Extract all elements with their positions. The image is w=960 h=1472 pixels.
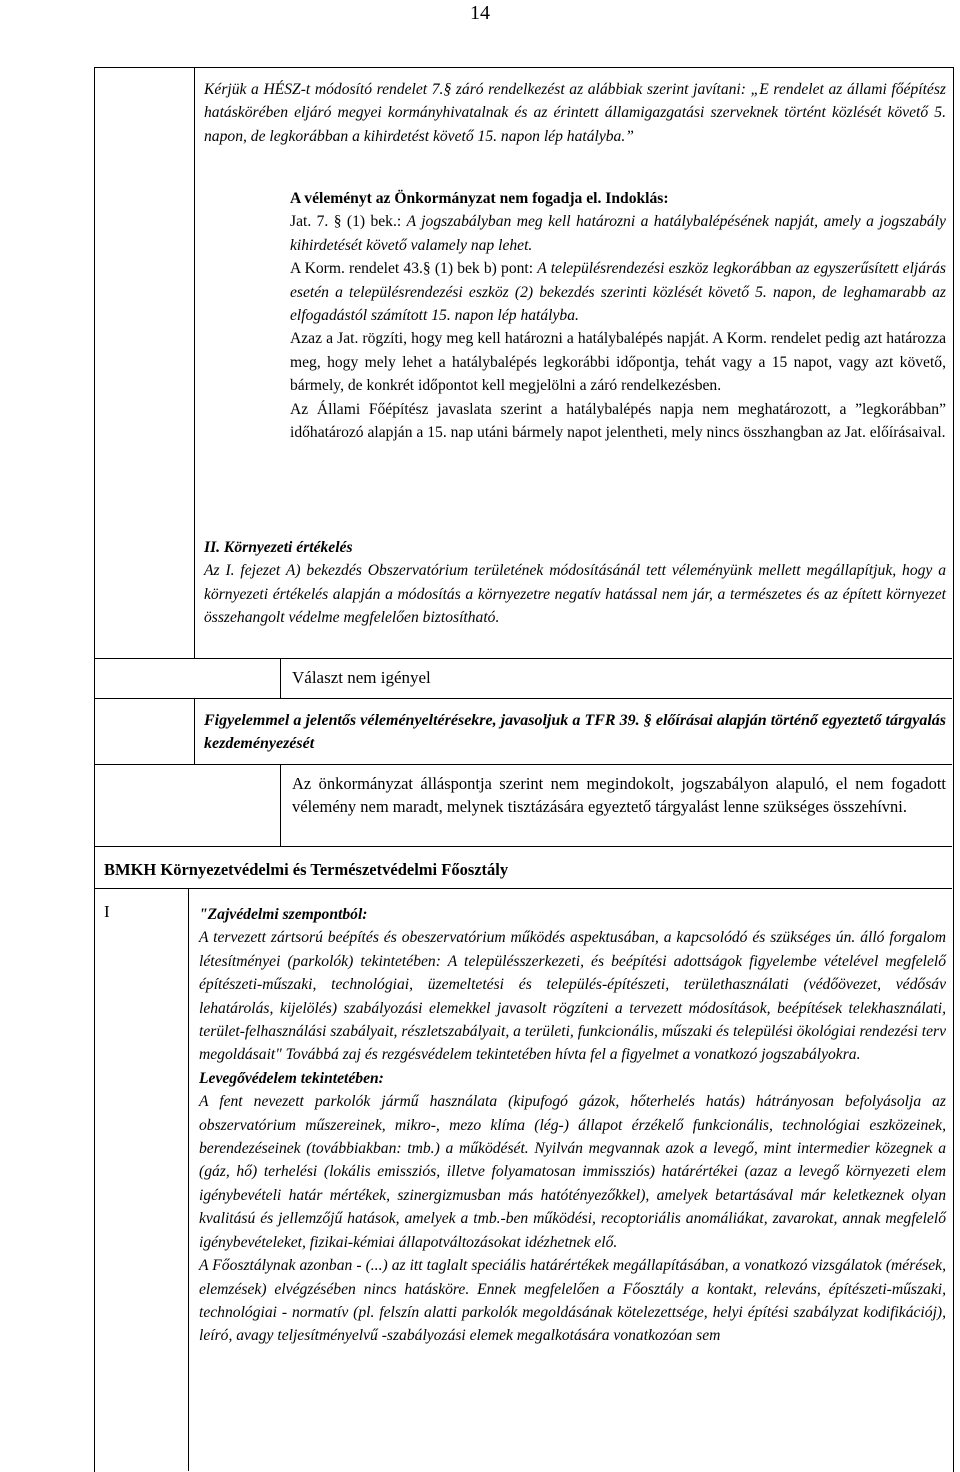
table-column-divider	[280, 764, 281, 846]
levego-text-2: A Főosztálynak azonban - (...) az itt taglalt speciális határértékek megállapításában, a vonatkozó vizsgálatok (mérések, elemzések) elvégzésében nincs hatásköre. Ennek megfelelően a Főosztály a kontakt, releváns, építészeti-műszaki, technológiai - normatív (pl. felszín alatti parkolók megoldásának kötelezettsége, helyi építési szabályzat kodifikációj), leíró, avagy teljesítményelvű -szabályozási elemek megalkotására vonatkozóan sem	[199, 1257, 946, 1345]
table-column-divider	[194, 698, 195, 764]
zaj-heading: "Zajvédelmi szempontból:	[199, 906, 368, 923]
response-block	[290, 187, 946, 444]
bmkh-heading: BMKH Környezetvédelmi és Természetvédelmi Főosztály	[104, 860, 509, 879]
jat-paragraph: Jat. 7. § (1) bek.: A jogszabályban meg kell határozni a hatálybalépésének napját, amely a jogszabály kihirdetését követő valamely nap lehet.	[290, 213, 946, 254]
section-text: Az I. fejezet A) bekezdés Obszervatórium területének módosításánál tett véleményünk mellett megállapítjuk, hogy a környezeti értékelés alapján a módosítás a környezetre negatív hatással nem jár, a természetes és az épített környezet összehangolt védelme megfelelően biztosítható.	[204, 562, 946, 627]
zaj-text: A tervezett zártsorú beépítés és obeszervatórium működés aspektusában, a kapcsolódó és szükséges ún. álló forgalom létesítményei (parkolók) tekintetében: A településszerkezeti, és beépítési adottságok figyelembe vételével megfelelő építészeti-műszaki, technológiai, üzemeltetési és település-építészeti, területhasználati (védőövezet, védősáv lehatárolás, kijelölés) szabályozási elemekkel javasolt rögzíteni a tervezett módosítások, beépítések telekhasználati, terület-felhasználási szabályait, részletszabályait, a területi, funkcionális, műszaki és települési ökológiai rendezési terv megoldásait" Továbbá zaj és rezgésvédelem tekintetében hívta fel a figyelmet a vonatkozó jogszabályokra.	[199, 929, 946, 1064]
table-divider	[94, 658, 952, 659]
section-heading: II. Környezeti értékelés	[204, 539, 353, 556]
azaz-paragraph: Azaz a Jat. rögzíti, hogy meg kell határozni a hatálybalépés napját. A Korm. rendelet pedig azt határozza meg, hogy mely lehet a hatálybalépés legkorábbi időpontja, tehát vagy a 15 napot, vagy azt követő, bármely, de konkrét időpontot kell megjelölni a záró rendelkezésben.	[290, 330, 946, 395]
table-divider	[94, 888, 952, 889]
row-label: I	[104, 902, 110, 921]
table-divider	[94, 846, 952, 847]
table-divider	[94, 698, 952, 699]
reply-paragraph: Az önkormányzat álláspontja szerint nem megindokolt, jogszabályon alapuló, el nem fogadott vélemény nem maradt, melynek tisztázására egyeztető tárgyalást lenne szükséges összehívni.	[292, 774, 946, 817]
table-column-divider	[194, 67, 195, 658]
table-column-divider	[280, 658, 281, 698]
section-environment	[204, 536, 946, 630]
letter-block: Kérjük a HÉSZ-t módosító rendelet 7.§ záró rendelkezést az alábbiak szerint javítani: „E rendelet az állami főépítész hatáskörében eljáró megyei kormányhivatalnak és az érintett államigazgatási szerveknek történt közlését követő 5. napon, de legkorábban a kihirdetést követő 15. napon lép hatályba.”	[204, 81, 946, 145]
notice-paragraph: Figyelemmel a jelentős véleményeltérésekre, javasoljuk a TFR 39. § előírásai alapján történő egyeztető tárgyalás kezdeményezését	[204, 712, 946, 753]
response-heading: A véleményt az Önkormányzat nem fogadja el. Indoklás:	[290, 190, 669, 207]
levego-text-1: A fent nevezett parkolók jármű használata (kipufogó gázok, hőterhelés hatás) hátrányosan befolyásolja az obszervatórium műszereinek, mikro-, mezo klíma (lég-) állapot érzékelő funkcionális, technológiai eszközeinek, berendezéseinek (továbbiakban: tmb.) a működését. Nyilván megvannak azok a levegő, mint intermedier közegnek a (gáz, hő) terhelési (lokális emissziós, illetve folyamatosan immissziós) határértékei (azaz a levegő környezeti elem igénybevételi határ mértékek, szinergizmusban más hatótényezőkkel), amelyek betartásával már keletkeznek olyan kvalitású és jellemzőjű hatások, amelyek a tmb.-ben működési, recoptoriális anomáliákat, zavarokat, annak megfelelő igénybevételeket, fizikai-kémiai állapotváltozásokat idézhetnek elő.	[199, 1093, 946, 1251]
table-column-divider	[188, 888, 189, 1471]
levego-heading: Levegővédelem tekintetében:	[199, 1069, 384, 1087]
bmkh-content	[199, 903, 946, 1348]
page-number: 14	[470, 2, 490, 24]
table-divider	[94, 764, 952, 765]
reply-no-answer: Választ nem igényel	[292, 668, 431, 687]
allami-paragraph: Az Állami Főépítész javaslata szerint a hatálybalépés napja nem meghatározott, a ”legkorábban” időhatározó alapján a 15. nap utáni bármely napot jelentheti, mely nincs összhangban az Jat. előírásaival.	[290, 400, 946, 442]
korm-paragraph: A Korm. rendelet 43.§ (1) bek b) pont: A településrendezési eszköz legkorábban az egyszerűsített eljárás esetén a településrendezési eszköz (2) bekezdés szerinti közlését követő 5. napon, de leghamarabb az elfogadástól számított 15. napon lép hatályba.	[290, 260, 946, 325]
